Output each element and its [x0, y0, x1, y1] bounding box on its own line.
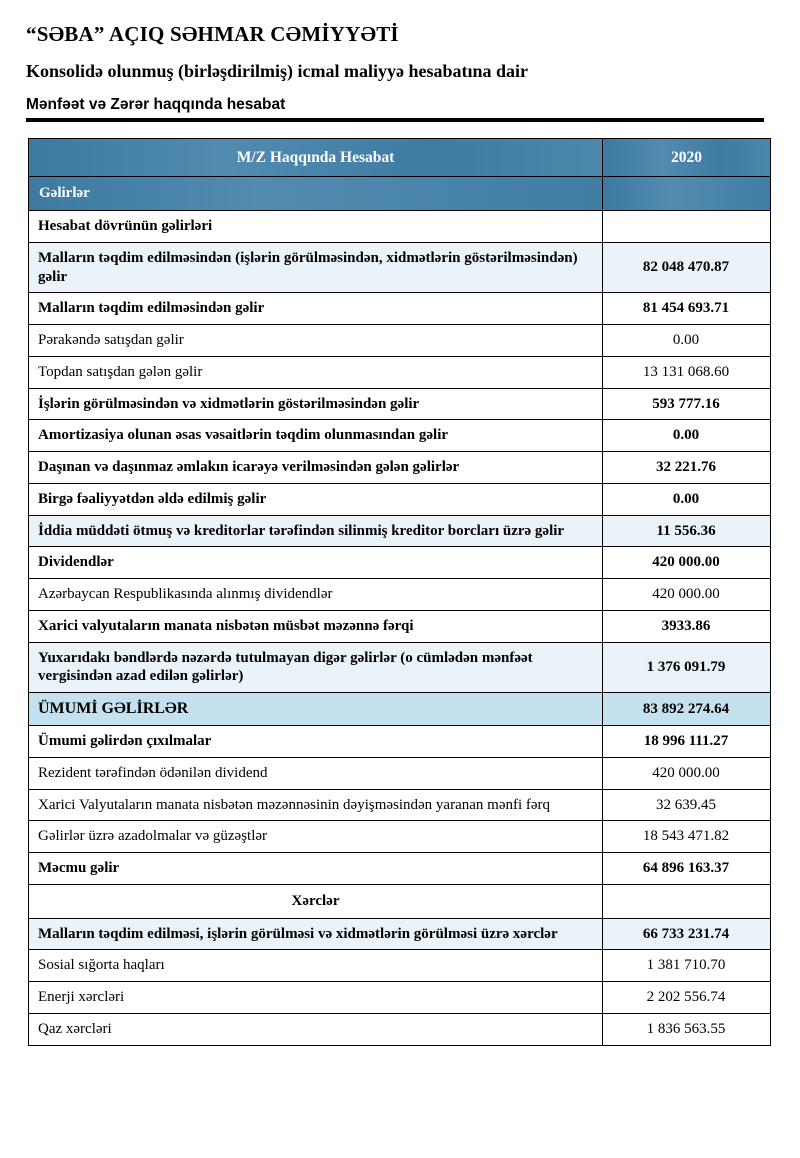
row-label: Xərclər: [29, 884, 603, 918]
row-label: ÜMUMİ GƏLİRLƏR: [29, 693, 603, 726]
year-column-header: 2020: [603, 139, 771, 177]
row-label: Rezident tərəfindən ödənilən dividend: [29, 757, 603, 789]
report-subtitle: Konsolidə olunmuş (birləşdirilmiş) icmal maliyyə hesabatına dair: [26, 61, 529, 81]
table-row: [29, 1013, 771, 1045]
table-row: [29, 789, 771, 821]
row-value: 13 131 068.60: [603, 356, 771, 388]
row-label: Topdan satışdan gələn gəlir: [29, 356, 603, 388]
row-value: 32 221.76: [603, 452, 771, 484]
row-label: Xarici valyutaların manata nisbətən müsbət məzənnə fərqi: [29, 610, 603, 642]
table-row: [29, 356, 771, 388]
row-label: Məcmu gəlir: [29, 853, 603, 885]
row-value: 66 733 231.74: [603, 918, 771, 950]
row-label: Daşınan və daşınmaz əmlakın icarəyə verilməsindən gələn gəlirlər: [29, 452, 603, 484]
table-row: [29, 483, 771, 515]
row-value: [603, 211, 771, 243]
row-label: Yuxarıdakı bəndlərdə nəzərdə tutulmayan digər gəlirlər (o cümlədən mənfəət vergisindən azad edilən gəlirlər): [29, 642, 603, 693]
row-label: Azərbaycan Respublikasında alınmış dividendlər: [29, 579, 603, 611]
table-row: [29, 325, 771, 357]
row-label: İşlərin görülməsindən və xidmətlərin göstərilməsindən gəlir: [29, 388, 603, 420]
row-value: 0.00: [603, 483, 771, 515]
income-section-row: [29, 177, 771, 211]
table-row: [29, 693, 771, 726]
row-value: 0.00: [603, 420, 771, 452]
row-label: Enerji xərcləri: [29, 982, 603, 1014]
table-row: [29, 726, 771, 758]
table-row: [29, 293, 771, 325]
row-value: 1 381 710.70: [603, 950, 771, 982]
table-row: [29, 821, 771, 853]
company-title: “SƏBA” AÇIQ SƏHMAR CƏMİYYƏTİ: [26, 22, 399, 46]
table-row: [29, 547, 771, 579]
row-label: Birgə fəaliyyətdən əldə edilmiş gəlir: [29, 483, 603, 515]
row-label: Gəlirlər üzrə azadolmalar və güzəştlər: [29, 821, 603, 853]
row-label: Hesabat dövrünün gəlirləri: [29, 211, 603, 243]
row-label: Xarici Valyutaların manata nisbətən məzənnəsinin dəyişməsindən yaranan mənfi fərq: [29, 789, 603, 821]
label-column-header: M/Z Haqqında Hesabat: [29, 139, 603, 177]
income-section-value-cell: [603, 177, 771, 211]
section-row: [29, 884, 771, 918]
table-row: [29, 642, 771, 693]
row-value: 18 996 111.27: [603, 726, 771, 758]
row-label: Malların təqdim edilməsindən (işlərin görülməsindən, xidmətlərin göstərilməsindən) gəlir: [29, 242, 603, 293]
row-value: 1 836 563.55: [603, 1013, 771, 1045]
row-label: Amortizasiya olunan əsas vəsaitlərin təqdim olunmasından gəlir: [29, 420, 603, 452]
row-value: 2 202 556.74: [603, 982, 771, 1014]
table-row: [29, 515, 771, 547]
row-label: Malların təqdim edilməsi, işlərin görülməsi və xidmətlərin görülməsi üzrə xərclər: [29, 918, 603, 950]
row-value: 420 000.00: [603, 547, 771, 579]
row-value: 420 000.00: [603, 757, 771, 789]
row-value: 81 454 693.71: [603, 293, 771, 325]
table-row: [29, 420, 771, 452]
row-value: 32 639.45: [603, 789, 771, 821]
row-label: Sosial sığorta haqları: [29, 950, 603, 982]
row-label: Pərakəndə satışdan gəlir: [29, 325, 603, 357]
row-value: 420 000.00: [603, 579, 771, 611]
row-value: 18 543 471.82: [603, 821, 771, 853]
row-label: İddia müddəti ötmuş və kreditorlar tərəfindən silinmiş kreditor borcları üzrə gəlir: [29, 515, 603, 547]
row-value: [603, 884, 771, 918]
row-value: 64 896 163.37: [603, 853, 771, 885]
table-body: [29, 211, 771, 1046]
row-value: 11 556.36: [603, 515, 771, 547]
table-row: [29, 950, 771, 982]
row-value: 1 376 091.79: [603, 642, 771, 693]
row-value: 593 777.16: [603, 388, 771, 420]
income-section-label: Gəlirlər: [29, 177, 603, 211]
row-value: 3933.86: [603, 610, 771, 642]
row-label: Ümumi gəlirdən çıxılmalar: [29, 726, 603, 758]
row-value: 82 048 470.87: [603, 242, 771, 293]
row-label: Dividendlər: [29, 547, 603, 579]
profit-loss-table: [28, 138, 771, 1046]
row-value: 83 892 274.64: [603, 693, 771, 726]
table-row: [29, 853, 771, 885]
statement-title: Mənfəət və Zərər haqqında hesabat: [26, 96, 286, 113]
table-row: [29, 579, 771, 611]
table-row: [29, 918, 771, 950]
table-row: [29, 610, 771, 642]
row-label: Qaz xərcləri: [29, 1013, 603, 1045]
table-row: [29, 211, 771, 243]
table-row: [29, 982, 771, 1014]
title-divider: [26, 118, 764, 122]
table-row: [29, 242, 771, 293]
table-header-row: [29, 139, 771, 177]
table-row: [29, 757, 771, 789]
row-label: Malların təqdim edilməsindən gəlir: [29, 293, 603, 325]
table-row: [29, 452, 771, 484]
table-row: [29, 388, 771, 420]
row-value: 0.00: [603, 325, 771, 357]
